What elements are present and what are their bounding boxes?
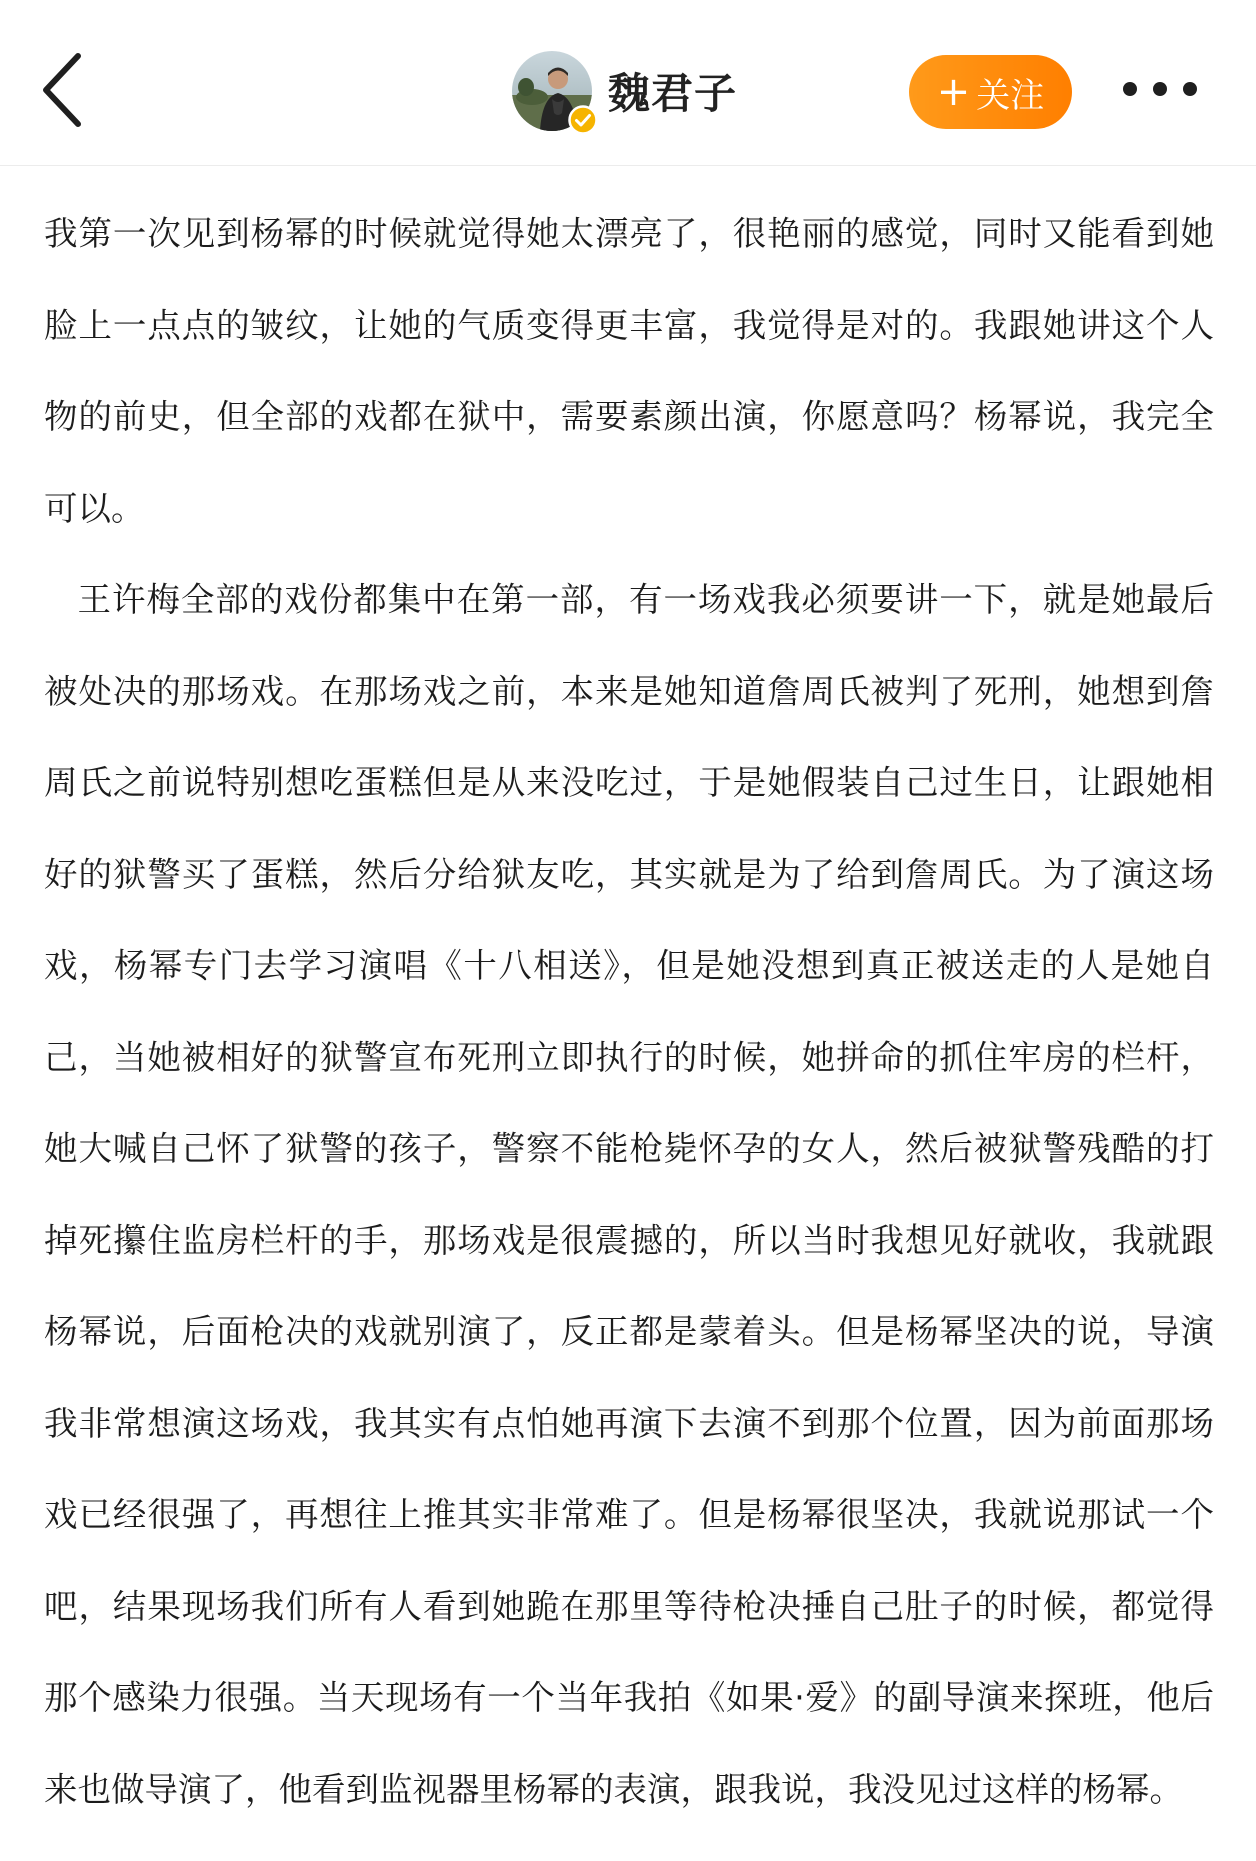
author-profile[interactable] — [512, 50, 737, 132]
back-button[interactable] — [38, 48, 98, 132]
verified-badge-icon — [568, 105, 598, 135]
article-paragraph: 我第一次见到杨幂的时候就觉得她太漂亮了，很艳丽的感觉，同时又能看到她脸上一点点的皱纹，让她的气质变得更丰富，我觉得是对的。我跟她讲这个人物的前史，但全部的戏都在狱中，需要素颜出演，你愿意吗？杨幂说，我完全可以。 — [44, 214, 1214, 528]
avatar[interactable] — [512, 51, 592, 131]
follow-button-label: 关注 — [976, 75, 1045, 116]
plus-icon: + — [936, 69, 971, 115]
more-options-button[interactable] — [1118, 68, 1202, 110]
more-dots-icon — [1118, 68, 1202, 110]
chevron-left-icon — [38, 48, 98, 132]
article-body — [44, 188, 1214, 1835]
follow-button[interactable] — [909, 55, 1072, 129]
top-navigation-bar — [0, 0, 1256, 166]
author-name[interactable]: 魏君子 — [608, 69, 738, 118]
article-paragraph: 王许梅全部的戏份都集中在第一部，有一场戏我必须要讲一下，就是她最后被处决的那场戏。在那场戏之前，本来是她知道詹周氏被判了死刑，她想到詹周氏之前说特别想吃蛋糕但是从来没吃过，于是她假装自己过生日，让跟她相好的狱警买了蛋糕，然后分给狱友吃，其实就是为了给到詹周氏。为了演这场戏，杨幂专门去学习演唱《十八相送》，但是她没想到真正被送走的人是她自己，当她被相好的狱警宣布死刑立即执行的时候，她拼命的抓住牢房的栏杆，她大喊自己怀了狱警的孩子，警察不能枪毙怀孕的女人，然后被狱警残酷的打掉死攥住监房栏杆的手，那场戏是很震撼的，所以当时我想见好就收，我就跟杨幂说，后面枪决的戏就别演了，反正都是蒙着头。但是杨幂坚决的说，导演我非常想演这场戏，我其实有点怕她再演下去演不到那个位置，因为前面那场戏已经很强了，再想往上推其实非常难了。但是杨幂很坚决，我就说那试一个吧，结果现场我们所有人看到她跪在那里等待枪决捶自己肚子的时候，都觉得那个感染力很强。当天现场有一个当年我拍《如果·爱》的副导演来探班，他后来也做导演了，他看到监视器里杨幂的表演，跟我说，我没见过这样的杨幂。 — [44, 580, 1214, 1809]
